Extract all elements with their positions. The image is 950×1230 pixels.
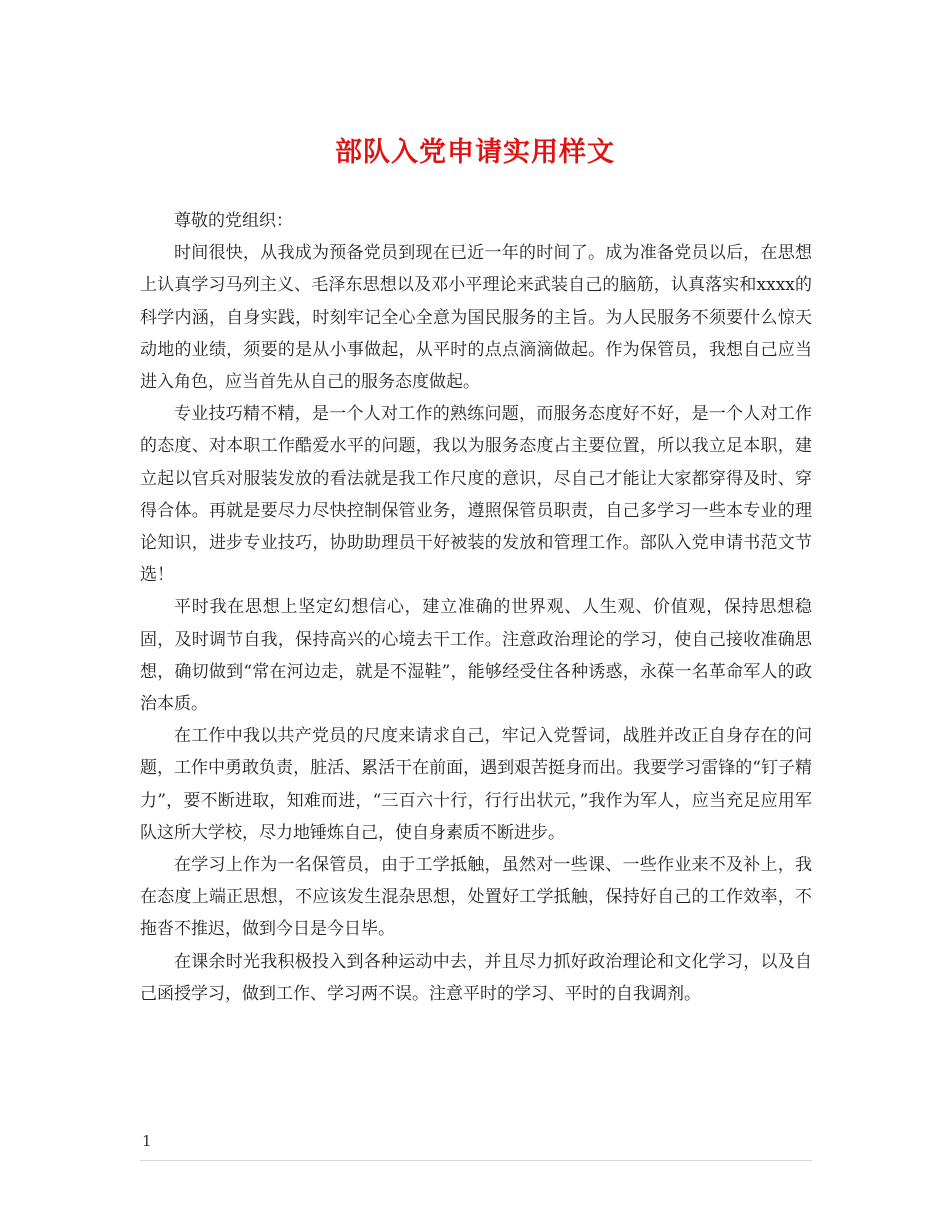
paragraph-2: 专业技巧精不精，是一个人对工作的熟练问题，而服务态度好不好，是一个人对工作的态度、对本职工作酷爱水平的问题，我以为服务态度占主要位置，所以我立足本职，建立起以官兵对服装发放的看法就是我工作尺度的意识，尽自己才能让大家都穿得及时、穿得合体。再就是要尽力尽快控制保管业务，遵照保管员职责，自己多学习一些本专业的理论知识，进步专业技巧，协助助理员干好被装的发放和管理工作。部队入党申请书范文节选！ xyxy=(140,404,812,586)
document-body xyxy=(140,205,812,1010)
paragraph-1: 时间很快，从我成为预备党员到现在已近一年的时间了。成为准备党员以后，在思想上认真学习马列主义、毛泽东思想以及邓小平理论来武装自己的脑筋，认真落实和xxxx的科学内涵，自身实践，时刻牢记全心全意为国民服务的主旨。为人民服务不须要什么惊天动地的业绩，须要的是从小事做起，从平时的点点滴滴做起。作为保管员，我想自己应当进入角色，应当首先从自己的服务态度做起。 xyxy=(140,243,812,393)
paragraph-5: 在学习上作为一名保管员，由于工学抵触，虽然对一些课、一些作业来不及补上，我在态度上端正思想，不应该发生混杂思想，处置好工学抵触，保持好自己的工作效率，不拖沓不推迟，做到今日是今日毕。 xyxy=(140,855,812,940)
paragraph-4: 在工作中我以共产党员的尺度来请求自己，牢记入党誓词，战胜并改正自身存在的问题，工作中勇敢负责，脏活、累活干在前面，遇到艰苦挺身而出。我要学习雷锋的“钉子精力”，要不断进取，知难而进，“三百六十行，行行出状元，”我作为军人，应当充足应用军队这所大学校，尽力地锤炼自己，使自身素质不断进步。 xyxy=(140,726,812,843)
paragraph-6: 在课余时光我积极投入到各种运动中去，并且尽力抓好政治理论和文化学习，以及自己函授学习，做到工作、学习两不误。注意平时的学习、平时的自我调剂。 xyxy=(140,951,812,1004)
footer-divider xyxy=(140,1160,812,1161)
salutation: 尊敬的党组织： xyxy=(174,211,293,231)
page-number: 1 xyxy=(142,1132,152,1150)
paragraph-3: 平时我在思想上坚定幻想信心，建立准确的世界观、人生观、价值观，保持思想稳固，及时调节自我，保持高兴的心境去干工作。注意政治理论的学习，使自己接收准确思想，确切做到“常在河边走，就是不湿鞋”，能够经受住各种诱惑，永葆一名革命军人的政治本质。 xyxy=(140,597,812,715)
document-title: 部队入党申请实用样文 xyxy=(335,137,615,168)
